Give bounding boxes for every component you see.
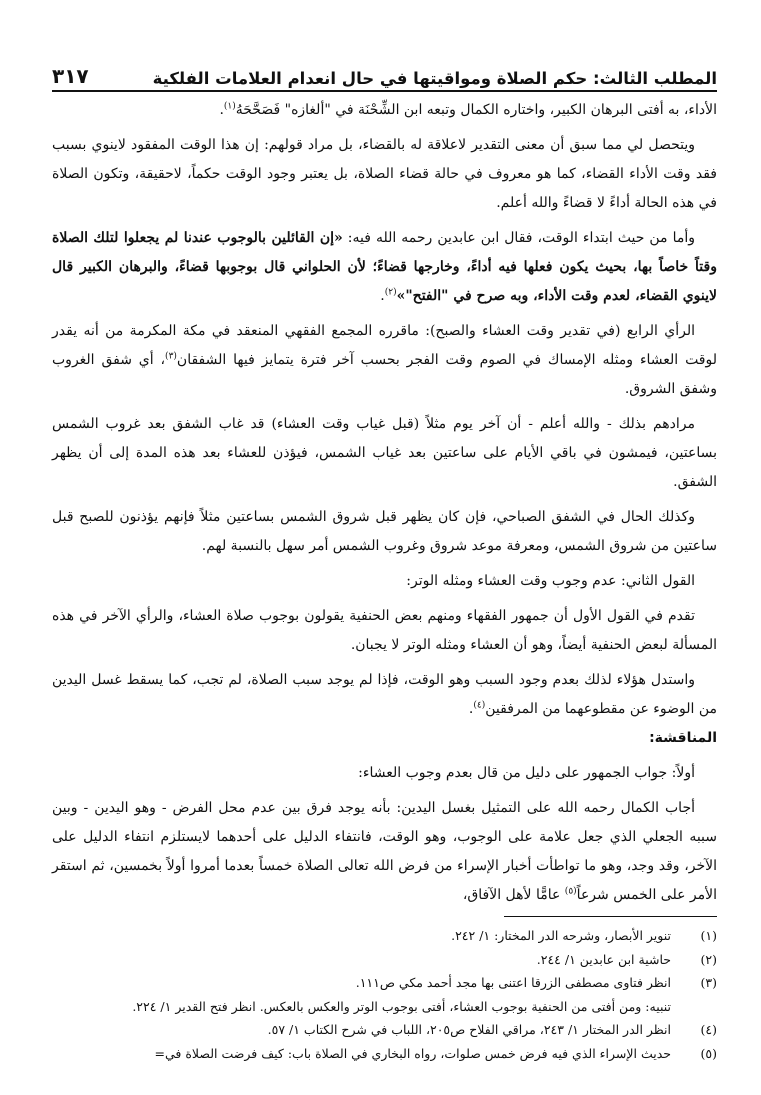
footnote-3 xyxy=(52,971,717,995)
footnote-number: (١) xyxy=(700,928,717,943)
paragraph-2: ويتحصل لي مما سبق أن معنى التقدير لاعلاقة له بالقضاء، بل مراد قولهم: إن هذا الوقت المفقود لاينوي بسبب فقد وقت الأداء القضاء، كما هو معروف في حالة قضاء الصلاة، بل يعتبر وجود الوقت حكماً، لاحقيقة، وتكون الصلاة في هذه الحالة أداءً لا قضاءً والله أعلم. xyxy=(52,137,717,211)
footnote-number: (٢) xyxy=(700,951,717,967)
footnote-text: انظر فتاوى مصطفى الزرقا اعتنى بها مجد أحمد مكي ص١١١. xyxy=(355,975,671,990)
page-number: ٣١٧ xyxy=(52,64,89,88)
footnote-text: حاشية ابن عابدين ١/ ٢٤٤. xyxy=(536,951,671,967)
footnote-2 xyxy=(52,948,717,972)
footnote-ref-4: (٤) xyxy=(473,700,486,711)
running-header xyxy=(52,54,717,88)
footnote-ref-2: (٢) xyxy=(384,287,397,298)
paragraph-5: مرادهم بذلك - والله أعلم - أن آخر يوم مثلاً (قبل غياب وقت العشاء) قد غاب الشفق بعد غروب الشمس بساعتين، فيمشون في باقي الأيام على ساعتين بعد غياب الشمس، فيؤذن للعشاء بعد هذه المدة إلى أن يظهر الشفق. xyxy=(52,416,717,490)
paragraph-11: أولاً: جواب الجمهور على دليل من قال بعدم وجوب العشاء: xyxy=(358,765,695,781)
footnote-number: (٤) xyxy=(700,1022,717,1037)
section-heading: المناقشة: xyxy=(649,730,717,746)
paragraph-3: وأما من حيث ابتداء الوقت، فقال ابن عابدين رحمه الله فيه: «إن القائلين بالوجوب عندنا لم يجعلوا لتلك الصلاة وقتاً خاصاً بها، بحيث يكون فعلها فيه أداءً، وخارجها قضاءً؛ لأن الحلواني قال بوجوبها قضاءً، والبرهان الكبير قال لاينوي القضاء، لعدم وقت الأداء، وبه صرح في "الفتح"»$^{(٢)}$. xyxy=(52,230,717,304)
paragraph-1: الأداء، به أفتى البرهان الكبير، واختاره الكمال وتبعه ابن الشِّحْنَة في "ألغازه" فَصَحَّحَهُ$^{(١)}$. xyxy=(219,101,717,118)
footnote-rule xyxy=(504,916,717,917)
quote-ibn-abidin: «إن القائلين بالوجوب عندنا لم يجعلوا لتلك الصلاة وقتاً خاصاً بها، بحيث يكون فعلها فيه أداءً، وخارجها قضاءً؛ لأن الحلواني قال بوجوبها قضاءً، والبرهان الكبير قال لاينوي القضاء، لعدم وقت الأداء، وبه صرح في "الفتح"» xyxy=(52,230,717,304)
main-text xyxy=(52,96,717,910)
footnotes xyxy=(52,924,717,1065)
footnote-text: تنبيه: ومن أفتى من الحنفية بوجوب العشاء، أفتى بوجوب الوتر والعكس بالعكس. انظر فتح القدير ١/ ٢٢٤. xyxy=(132,998,671,1014)
footnote-text: حديث الإسراء الذي فيه فرض خمس صلوات، رواه البخاري في الصلاة باب: كيف فرضت الصلاة في= xyxy=(154,1045,671,1061)
footnote-number: (٣) xyxy=(700,975,717,990)
footnote-text: انظر الدر المختار ١/ ٢٤٣، مراقي الفلاح ص٢٠٥، اللباب في شرح الكتاب ١/ ٥٧. xyxy=(267,1022,671,1037)
footnote-5 xyxy=(52,1042,717,1066)
paragraph-9: واستدل هؤلاء لذلك بعدم وجود السبب وهو الوقت، فإذا لم يوجد سبب الصلاة، لم تجب، كما يسقط غسل اليدين من الوضوء عن مقطوعهما من المرفقين$^{(٤)}$. xyxy=(52,672,717,717)
footnote-ref-5: (٥) xyxy=(564,886,577,897)
footnote-number: (٥) xyxy=(700,1045,717,1061)
footnote-3-note xyxy=(52,995,717,1019)
footnote-ref-3: (٣) xyxy=(165,351,177,362)
header-title: المطلب الثالث: حكم الصلاة ومواقيتها في حال انعدام العلامات الفلكية xyxy=(152,69,717,88)
footnote-ref-1: (١) xyxy=(223,101,236,112)
paragraph-12: أجاب الكمال رحمه الله على التمثيل بغسل اليدين: بأنه يوجد فرق بين عدم محل الفرض - وهو اليدين - وبين سببه الجعلي الذي جعل علامة على الوجوب، وهو الوقت، فانتفاء الدليل على أحدهما لايستلزم انتفاء الدليل على الآخر، وقد وجد، وهو ما تواطأت أخبار الإسراء من فرض الله تعالى الصلاة خمساً بعدما أمروا أولاً بخمسين، ثم استقر الأمر على الخمس شرعاً$^{(٥)}$ عامًّا لأهل الآفاق، xyxy=(52,800,717,903)
footnote-text: تنوير الأبصار، وشرحه الدر المختار: ١/ ٢٤٢. xyxy=(451,928,671,943)
paragraph-7: القول الثاني: عدم وجوب وقت العشاء ومثله الوتر: xyxy=(406,573,695,589)
header-rule xyxy=(52,90,717,92)
footnote-4 xyxy=(52,1018,717,1042)
footnote-1 xyxy=(52,924,717,948)
paragraph-6: وكذلك الحال في الشفق الصباحي، فإن كان يظهر قبل شروق الشمس بساعتين مثلاً فإنهم يؤذنون للصبح قبل ساعتين من شروق الشمس، ومعرفة موعد شروق وغروب الشمس أمر سهل بالنسبة لهم. xyxy=(52,509,717,554)
paragraph-8: تقدم في القول الأول أن جمهور الفقهاء ومنهم بعض الحنفية يقولون بوجوب صلاة العشاء، والرأي الآخر في هذه المسألة لبعض الحنفية أيضاً، وهو أن العشاء ومثله الوتر لا يجبان. xyxy=(52,608,717,653)
paragraph-4: الرأي الرابع (في تقدير وقت العشاء والصبح): ماقرره المجمع الفقهي المنعقد في مكة المكرمة من أنه يقدر لوقت العشاء ومثله الإمساك في الصوم وقت الفجر بحسب آخر فترة يتمايز فيها الشفقان$^{(٣)}$، أي شفق الغروب وشفق الشروق. xyxy=(52,323,717,397)
footnote-number xyxy=(683,995,717,1019)
